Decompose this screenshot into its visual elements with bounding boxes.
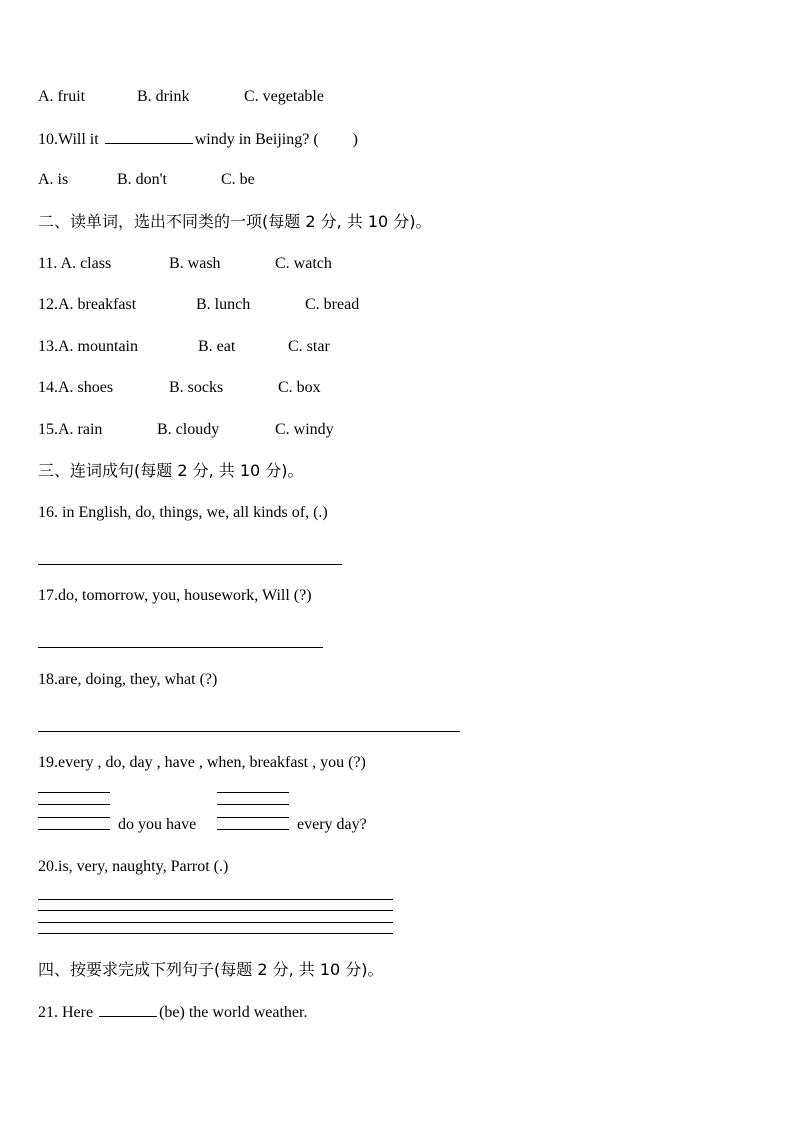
q14-option-b: B. socks [169,379,224,396]
q14-options [38,378,321,398]
q16-answer-line[interactable] [38,564,342,565]
q19-blank-2-line[interactable] [217,792,289,793]
q10-option-b: B. don't [117,171,167,188]
q10-question [38,129,358,150]
q11-option-a: 11. A. class [38,255,112,272]
q12-option-b: B. lunch [196,296,251,313]
q12-option-c: C. bread [305,296,360,313]
q20-answer-line[interactable] [38,910,393,911]
section-2-title: 二、读单词，选出不同类的一项(每题 2 分, 共 10 分)。 [38,212,432,231]
q19-middle-text: do you have [118,816,197,833]
q19-blank-2-line[interactable] [217,804,289,805]
q9-option-b: B. drink [137,88,190,105]
q12-options [38,295,359,315]
q9-option-a: A. fruit [38,88,86,105]
q19-blank-2-line[interactable] [217,817,289,818]
q19-blank-2-line[interactable] [217,829,289,830]
q18-answer-line[interactable] [38,731,460,732]
q10-blank[interactable] [105,129,193,144]
q10-options [38,170,255,190]
q15-option-b: B. cloudy [157,421,220,438]
q11-option-c: C. watch [275,255,332,272]
q20-answer-line[interactable] [38,899,393,900]
q18-question: 18.are, doing, they, what (?) [38,671,218,688]
q21-suffix: (be) the world weather. [159,1004,308,1021]
q10-option-a: A. is [38,171,69,188]
q15-option-a: 15.A. rain [38,421,103,438]
q14-option-c: C. box [278,379,321,396]
q19-blank-1-line[interactable] [38,792,110,793]
q20-answer-line[interactable] [38,922,393,923]
q20-answer-line[interactable] [38,933,393,934]
q19-blank-1-line[interactable] [38,817,110,818]
q20-question: 20.is, very, naughty, Parrot (.) [38,858,229,875]
q21-question [38,1002,307,1023]
q12-option-a: 12.A. breakfast [38,296,137,313]
section-3-title: 三、连词成句(每题 2 分, 共 10 分)。 [38,461,304,480]
q13-options [38,337,330,357]
q9-options [38,87,324,107]
q17-question: 17.do, tomorrow, you, housework, Will (?) [38,587,312,604]
q10-close-paren: ) [352,131,358,148]
q17-answer-line[interactable] [38,647,323,648]
q13-option-b: B. eat [198,338,236,355]
q15-options [38,420,334,440]
q19-blank-1-line[interactable] [38,804,110,805]
q13-option-a: 13.A. mountain [38,338,138,355]
q16-question: 16. in English, do, things, we, all kinds of, (.) [38,504,328,521]
q15-option-c: C. windy [275,421,334,438]
q21-prefix: 21. Here [38,1004,94,1021]
q19-blank-1-line[interactable] [38,829,110,830]
q21-blank[interactable] [99,1002,157,1017]
q10-option-c: C. be [221,171,255,188]
q10-suffix: windy in Beijing? ( [194,131,319,148]
q19-question: 19.every , do, day , have , when, breakfast , you (?) [38,754,366,771]
q9-option-c: C. vegetable [244,88,324,105]
q11-option-b: B. wash [169,255,221,272]
q11-options [38,254,332,274]
q14-option-a: 14.A. shoes [38,379,114,396]
section-4-title: 四、按要求完成下列句子(每题 2 分, 共 10 分)。 [38,960,384,979]
q19-end-text: every day? [297,816,367,833]
q13-option-c: C. star [288,338,330,355]
q10-prefix: 10.Will it [38,131,99,148]
